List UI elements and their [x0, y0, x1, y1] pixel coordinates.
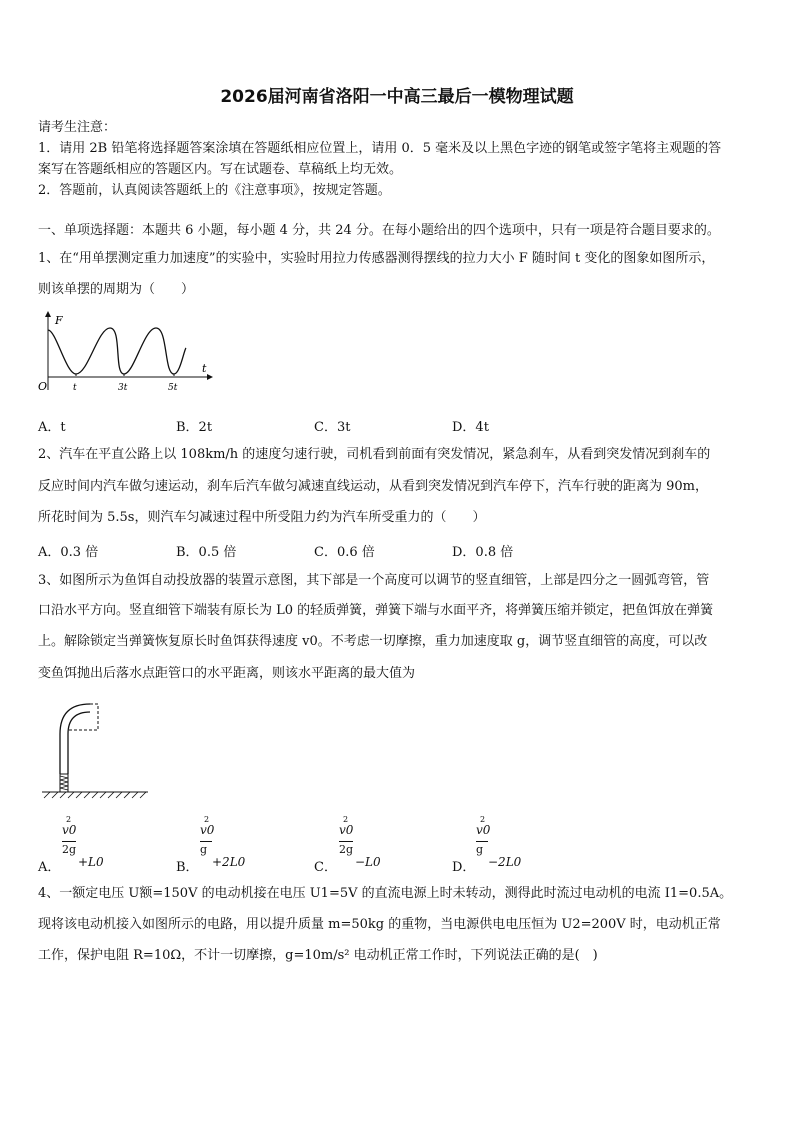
q3-option-c-letter: C．	[314, 860, 337, 875]
q3-bait-launcher-diagram	[40, 694, 150, 804]
q1-option-d: D．4t	[452, 420, 489, 435]
q3-option-a-letter: A．	[38, 860, 61, 875]
y-axis-label: F	[55, 314, 63, 327]
q2-option-c: C．0.6 倍	[314, 545, 375, 560]
q1-force-time-graph	[34, 310, 214, 406]
tick-label-5t: 5t	[168, 383, 178, 393]
q3-line4: 变鱼饵抛出后落水点距管口的水平距离，则该水平距离的最大值为	[38, 666, 416, 681]
page-title: 2026届河南省洛阳一中高三最后一模物理试题	[220, 87, 574, 107]
q3-option-d-letter: D．	[452, 860, 476, 875]
tick-label-t: t	[73, 383, 77, 393]
q2-option-a: A．0.3 倍	[38, 545, 99, 560]
q4-line2: 现将该电动机接入如图所示的电路，用以提升质量 m=50kg 的重物，当电源供电电压恒为 U2=200V 时，电动机正常	[38, 917, 721, 932]
notice-heading: 请考生注意：	[38, 120, 117, 135]
section-heading: 一、单项选择题：本题共 6 小题，每小题 4 分，共 24 分。在每小题给出的四个选项中，只有一项是符合题目要求的。	[38, 223, 720, 238]
q2-line2: 反应时间内汽车做匀速运动，刹车后汽车做匀减速直线运动，从看到突发情况到汽车停下，汽车行驶的距离为 90m，	[38, 479, 709, 494]
q4-line1: 4、一额定电压 U额=150V 的电动机接在电压 U1=5V 的直流电源上时未转动，测得此时流过电动机的电流 I1=0.5A。	[38, 886, 733, 901]
tick-label-3t: 3t	[118, 383, 128, 393]
notice-line1b: 案写在答题纸相应的答题区内。写在试题卷、草稿纸上均无效。	[38, 162, 403, 177]
q3-option-a-expr: v0 2 2g +L0	[62, 815, 104, 869]
q3-option-b-expr: v0 2 g +2L0	[200, 815, 246, 869]
q1-option-b: B．2t	[176, 420, 213, 435]
x-axis-label: t	[202, 362, 207, 375]
q3-line3: 上。解除锁定当弹簧恢复原长时鱼饵获得速度 v0。不考虑一切摩擦，重力加速度取 g，调节竖直细管的高度，可以改	[38, 634, 708, 649]
q2-line3: 所花时间为 5.5s，则汽车匀减速过程中所受阻力约为汽车所受重力的（ ）	[38, 510, 486, 525]
q4-line3: 工作，保护电阻 R=10Ω，不计一切摩擦，g=10m/s² 电动机正常工作时，下列说法正确的是( )	[38, 948, 598, 963]
q1-option-a: A．t	[38, 420, 66, 435]
q1-line2: 则该单摆的周期为（ ）	[38, 282, 195, 297]
q2-line1: 2、汽车在平直公路上以 108km/h 的速度匀速行驶，司机看到前面有突发情况，紧急刹车，从看到突发情况到刹车的	[38, 447, 711, 462]
q3-option-b-letter: B．	[176, 860, 199, 875]
notice-line1a: 1．请用 2B 铅笔将选择题答案涂填在答题纸相应位置上，请用 0．5 毫米及以上黑色字迹的钢笔或签字笔将主观题的答	[38, 141, 722, 156]
q3-line1: 3、如图所示为鱼饵自动投放器的装置示意图，其下部是一个高度可以调节的竖直细管，上部是四分之一圆弧弯管，管	[38, 573, 710, 588]
q2-option-b: B．0.5 倍	[176, 545, 237, 560]
q3-option-d-expr: v0 2 g −2L0	[476, 815, 522, 869]
q1-line1: 1、在“用单摆测定重力加速度”的实验中，实验时用拉力传感器测得摆线的拉力大小 F 随时间 t 变化的图象如图所示，	[38, 251, 715, 266]
origin-label: O	[38, 380, 48, 393]
q3-line2: 口沿水平方向。竖直细管下端装有原长为 L0 的轻质弹簧，弹簧下端与水面平齐，将弹簧压缩并锁定，把鱼饵放在弹簧	[38, 603, 714, 618]
force-curve	[48, 328, 186, 374]
notice-line2: 2．答题前，认真阅读答题纸上的《注意事项》，按规定答题。	[38, 183, 391, 198]
q3-option-c-expr: v0 2 2g −L0	[339, 815, 381, 869]
q2-option-d: D．0.8 倍	[452, 545, 514, 560]
q1-option-c: C．3t	[314, 420, 351, 435]
